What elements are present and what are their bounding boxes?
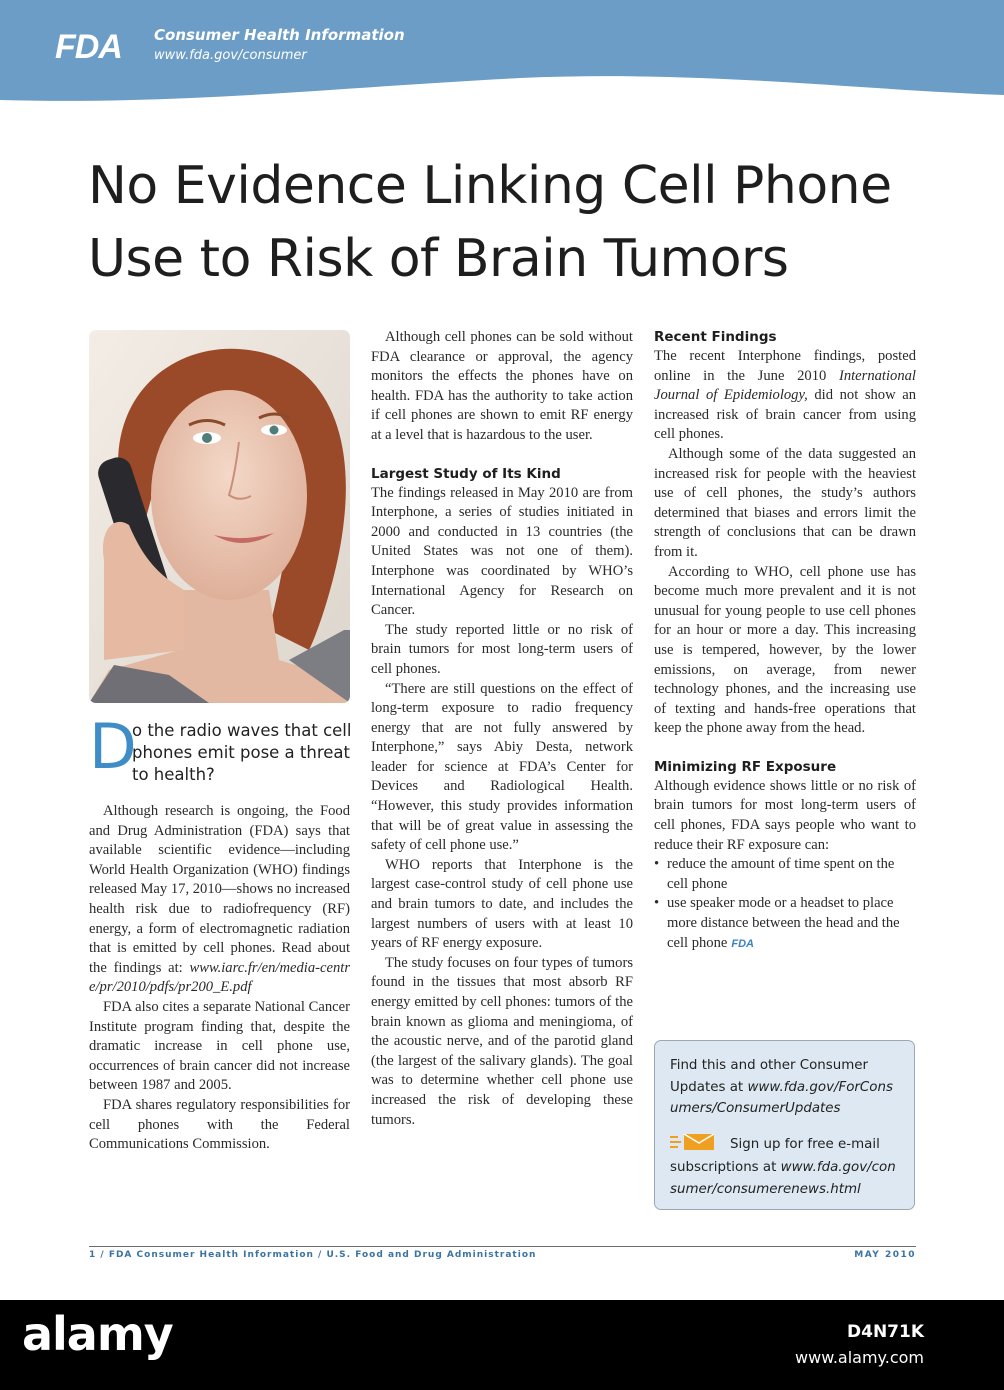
paragraph	[89, 802, 350, 998]
paragraph: According to WHO, cell phone use has become much more prevalent and it is not unusual for young people to use cell phones for an hour or more a day. This increasing use is tempered, however, by the lower emissions, on average, from newer technology phones, and the increasing use of texting and hands-free operations that keep the phone away from the head.	[654, 563, 916, 737]
fda-logo[interactable]: FDA	[55, 28, 122, 66]
article-title: No Evidence Linking Cell Phone Use to Risk of Brain Tumors	[88, 156, 892, 289]
image-code: D4N71K	[847, 1322, 924, 1342]
paragraph-text: did not show an increased risk of brain cancer from using cell phones.	[654, 387, 916, 443]
box-line: Find this and other Consumer Updates at	[670, 1058, 869, 1095]
alamy-url: www.alamy.com	[795, 1348, 924, 1367]
column-1	[89, 802, 350, 1155]
fda-end-mark: FDA	[731, 937, 754, 950]
box-text	[670, 1134, 900, 1201]
list-item	[654, 894, 916, 954]
paragraph: Although evidence shows little or no risk of brain tumors for most long-term users of cell phones, FDA says people who want to reduce their RF exposure can:	[654, 777, 916, 853]
column-3	[654, 328, 916, 954]
header-url[interactable]: www.fda.gov/consumer	[154, 48, 307, 63]
paragraph: Although cell phones can be sold without FDA clearance or approval, the agency monitors the effects the phones have on health. FDA has the authority to take action if cell phones are shown to emit RF energy at a level that is hazardous to the user.	[371, 329, 633, 443]
header-band	[0, 0, 1004, 115]
paragraph-text: The recent Interphone findings, posted online in the June 2010	[654, 348, 916, 384]
column-2	[371, 328, 633, 1130]
iarc-link[interactable]: www.iarc.fr/en/media-centre/pr/2010/pdfs/pr200_E.pdf	[89, 959, 350, 996]
paragraph: WHO reports that Interphone is the largest case-control study of cell phone use and brain tumors to date, and includes the largest numbers of users with at least 10 years of RF energy exposure.	[371, 856, 633, 952]
footer-date: MAY 2010	[854, 1250, 916, 1260]
box-text	[670, 1055, 900, 1120]
paragraph-text: Although research is ongoing, the Food and Drug Administration (FDA) says that available scientific evidence—including World Health Organization (WHO) findings released May 17, 2010—shows no increased health risk due to radiofrequency (RF) energy, a form of electromagnetic radiation that is emitted by cell phones. Read about the findings at:	[89, 803, 350, 976]
consumer-enews-link[interactable]: www.fda.gov/consumer/consumerenews.html	[670, 1160, 896, 1197]
footer-divider	[89, 1246, 916, 1247]
woman-phone-photo	[89, 330, 350, 703]
paragraph: “There are still questions on the effect of long-term exposure to radio frequency energy that are not fully answered by Interphone,” says Abiy Desta, network leader for science at FDA’s Center for Devices and Radiological Health. “However, this study provides information that will be of great value in assessing the safety of cell phone use.”	[371, 680, 633, 854]
journal-name: International Journal of Epidemiology,	[654, 367, 916, 404]
section-heading: Recent Findings	[654, 329, 777, 345]
tips-list	[654, 855, 916, 954]
list-item-text: use speaker mode or a headset to place more distance between the head and the cell phone	[667, 895, 900, 951]
intro-question	[89, 710, 352, 798]
alamy-logo: alamy	[22, 1307, 173, 1361]
paragraph	[654, 347, 916, 445]
box-line: Sign up for free e-mail subscriptions at	[670, 1136, 880, 1175]
section-heading: Largest Study of Its Kind	[371, 465, 561, 482]
section-heading: Minimizing RF Exposure	[654, 758, 837, 775]
paragraph: Although some of the data suggested an increased risk for people with the heaviest use of cell phones, the study’s authors determined that biases and errors limit the strength of conclusions that can be drawn from it.	[654, 445, 916, 560]
paragraph: The study reported little or no risk of brain tumors for most long-term users of cell phones.	[371, 621, 633, 677]
paragraph: The study focuses on four types of tumors found in the tissues that most absorb RF energy emitted by cell phones: tumors of the brain known as glioma and meningioma, of the acoustic nerve, and of the parotid gland (the largest of the salivary glands). The goal was to determine whether cell phone use increased the risk of developing these tumors.	[371, 954, 633, 1128]
intro-text: o the radio waves that cell phones emit pose a threat to health?	[132, 721, 352, 784]
consumer-updates-link[interactable]: www.fda.gov/ForConsumers/ConsumerUpdates	[670, 1079, 893, 1116]
footer-credit: 1 / FDA Consumer Health Information / U.S. Food and Drug Administration	[89, 1250, 537, 1260]
list-item: • reduce the amount of time spent on the cell phone	[654, 855, 916, 894]
email-envelope-icon	[670, 1134, 716, 1158]
drop-cap: D	[89, 710, 137, 783]
header-title: Consumer Health Information	[154, 26, 405, 44]
paragraph: The findings released in May 2010 are from Interphone, a series of studies initiated in 2000 and conducted in 13 countries (the United States was not one of them). Interphone was coordinated by WHO’s International Agency for Research on Cancer.	[371, 484, 633, 619]
consumer-updates-box	[654, 1040, 915, 1210]
paragraph: FDA shares regulatory responsibilities for cell phones with the Federal Communications Commission.	[89, 1096, 350, 1153]
paragraph: FDA also cites a separate National Cancer Institute program finding that, despite the dramatic increase in cell phone use, occurrences of brain cancer did not increase between 1987 and 2005.	[89, 998, 350, 1094]
header-wave-shape	[0, 0, 1004, 115]
